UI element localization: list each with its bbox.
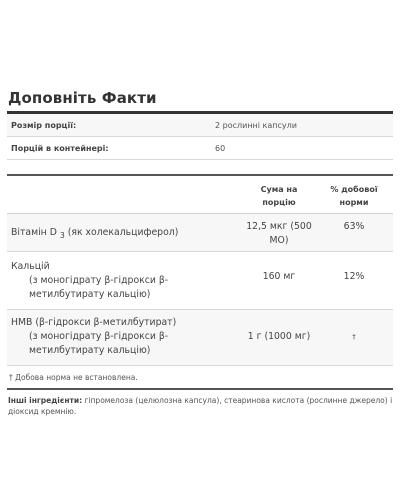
serving-size-label: Розмір порції: (11, 120, 77, 130)
nutrient-dv: † (352, 333, 356, 341)
column-header-row (7, 174, 393, 214)
vitamin-d-name: Вітамін D (11, 227, 57, 238)
hmb-name: HMB (β-гідрокси β-метилбутират) (11, 317, 177, 328)
calcium-source: (з моногідрату β-гідрокси β-метилбутирату кальцію) (29, 275, 169, 300)
header-daily-value: % добової норми (330, 185, 378, 207)
serving-size-value: 2 рослинні капсули (215, 120, 297, 130)
calcium-name: Кальцій (11, 261, 50, 272)
nutrient-name (7, 260, 243, 302)
nutrient-name (7, 316, 243, 358)
supplement-facts-panel (7, 88, 393, 417)
other-ingredients-label: Інші інгредієнти: (8, 396, 83, 405)
nutrient-dv: 12% (343, 271, 365, 282)
other-ingredients (7, 395, 393, 417)
vitamin-d-subscript: 3 (59, 230, 65, 240)
nutrient-row-hmb (7, 310, 393, 366)
nutrient-dv: 63% (343, 221, 365, 232)
servings-per-container-value: 60 (215, 143, 226, 153)
servings-per-container-label: Порцій в контейнері: (11, 143, 109, 153)
header-amount: Сума на порцію (260, 185, 298, 207)
vitamin-d-form: (як холекальциферол) (67, 227, 179, 238)
serving-size-row (7, 114, 393, 137)
nutrient-amount: 12,5 мкг (500 МО) (246, 221, 312, 246)
nutrient-row-vitamin-d (7, 214, 393, 252)
nutrient-amount: 160 мг (262, 271, 296, 282)
nutrient-row-calcium (7, 252, 393, 310)
footnote: † Добова норма не встановлена. (7, 366, 393, 390)
nutrient-amount: 1 г (1000 мг) (247, 331, 311, 342)
servings-per-container-row (7, 137, 393, 160)
facts-title: Доповніть Факти (8, 89, 157, 107)
other-ingredients-text: гіпромелоза (целюлозна капсула), стеаринова кислота (рослинне джерело) і діоксид кремнію. (8, 396, 393, 416)
hmb-source: (з моногідрату β-гідрокси β-метилбутирату кальцію) (29, 331, 169, 356)
spacer (7, 160, 393, 174)
nutrient-name (7, 220, 243, 243)
